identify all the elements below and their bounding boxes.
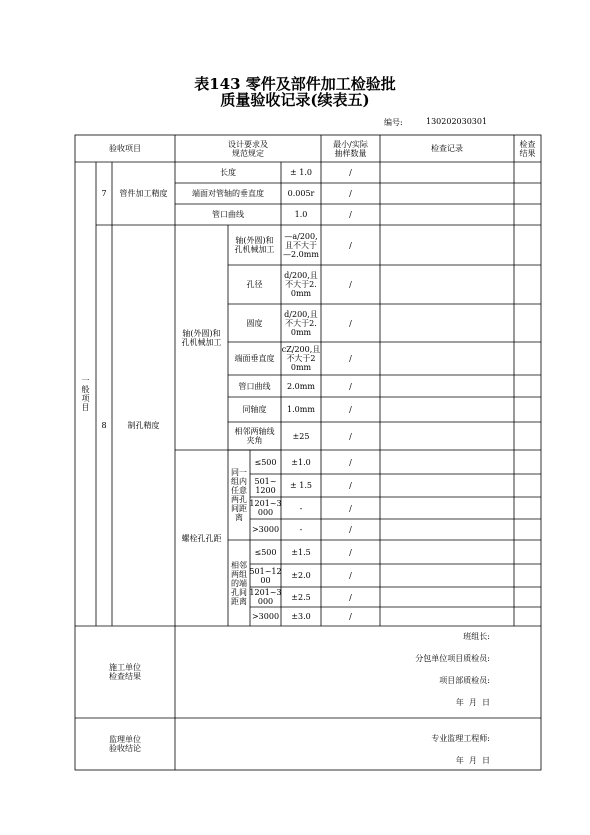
group1-row-label: 同轴度: [242, 405, 267, 414]
sub2-label: 相邻 两组 的端 孔间 距离: [231, 560, 247, 606]
sub1-value: -: [299, 525, 303, 534]
item7-row-sample: /: [349, 168, 352, 177]
item7-row-value: ± 1.0: [290, 168, 312, 177]
header-result: 检查 结果: [519, 139, 536, 158]
team-leader-label: 班组长:: [463, 631, 490, 641]
group1-row-label: 管口曲线: [238, 381, 271, 391]
header-record: 检查记录: [431, 144, 463, 153]
item7-row-label: 端面对管轴的垂直度: [192, 189, 264, 198]
group1-row-label: 相邻两轴线 夹角: [234, 427, 275, 445]
group1-row-value: d/200,且 不大于2. 0mm: [284, 271, 318, 298]
page-subtitle: 质量验收记录(续表五): [220, 91, 370, 109]
sub2-range: 1201~3 000: [249, 588, 282, 606]
sub1-label: 同一 组内 任意 两孔 间距 离: [231, 468, 247, 522]
general-item-label: 一 般 项 目: [81, 376, 90, 412]
item8-group1: 轴(外圆)和 孔机械加工: [181, 328, 222, 347]
item7-row-sample: /: [349, 189, 352, 198]
group1-row-value: 2.0mm: [287, 381, 315, 391]
sub1-value: ±1.0: [291, 457, 311, 467]
sub2-range: >3000: [251, 612, 280, 621]
item8-group2: 螺栓孔孔距: [181, 533, 222, 543]
sub-inspector-label: 分包单位项目质检员:: [415, 653, 490, 663]
group1-row-value: cZ/200,且 不大于2 0mm: [281, 345, 321, 372]
code-label: 编号:: [384, 118, 403, 127]
header-item: 验收项目: [109, 144, 141, 153]
header-design: 设计要求及 规范规定: [228, 139, 268, 158]
sub1-sample: /: [349, 481, 352, 490]
sub2-range: ≤500: [254, 547, 277, 557]
group1-row-sample: /: [349, 431, 352, 441]
item7-row-label: 长度: [220, 168, 236, 177]
sub2-value: ±2.0: [291, 571, 311, 580]
construction-date: 年 月 日: [455, 697, 490, 707]
sub1-range: ≤500: [254, 457, 277, 467]
header-sample: 最小/实际 抽样数量: [333, 139, 368, 158]
sub2-range: 501~12 00: [249, 566, 282, 585]
group1-row-sample: /: [349, 280, 352, 289]
group1-row-value: d/200,且 不大于2. 0mm: [284, 309, 318, 337]
group1-row-label: 端面垂直度: [234, 354, 275, 363]
group1-row-label: 圆度: [246, 318, 263, 328]
item7-row-value: 1.0: [294, 210, 308, 219]
engineer-label: 专业监理工程师:: [431, 733, 490, 743]
sub2-value: ±1.5: [291, 547, 311, 557]
dept-inspector-label: 项目部质检员:: [439, 675, 490, 685]
group1-row-label: 轴(外圆)和 孔机械加工: [234, 236, 275, 254]
code-value: 130202030301: [426, 117, 488, 126]
item8-name: 制孔精度: [127, 421, 160, 430]
sub2-sample: /: [349, 547, 352, 557]
sub2-sample: /: [349, 612, 352, 621]
group1-row-value: 1.0mm: [287, 405, 315, 414]
group1-row-label: 孔径: [246, 280, 263, 289]
construction-label: 施工单位 检查结果: [109, 663, 141, 681]
item7-no: 7: [101, 189, 107, 198]
group1-row-sample: /: [349, 240, 352, 250]
sub2-sample: /: [349, 592, 352, 602]
page-title: 表143 零件及部件加工检验批: [194, 75, 396, 93]
sub2-value: ±3.0: [291, 612, 311, 621]
group1-row-sample: /: [349, 405, 352, 414]
group1-row-sample: /: [349, 318, 352, 328]
item7-row-value: 0.005r: [287, 189, 315, 198]
item8-no: 8: [101, 421, 107, 430]
item7-row-label: 管口曲线: [212, 210, 244, 219]
supervision-date: 年 月 日: [455, 755, 490, 765]
sub1-range: >3000: [251, 525, 280, 534]
item7-name: 管件加工精度: [119, 189, 168, 198]
sub2-sample: /: [349, 571, 352, 580]
sub1-value: -: [299, 503, 303, 513]
item7-row-sample: /: [349, 210, 352, 219]
supervision-label: 监理单位 验收结论: [109, 735, 141, 753]
sub2-value: ±2.5: [291, 592, 311, 602]
sub1-sample: /: [349, 457, 352, 467]
sub1-range: 1201~3 000: [249, 499, 282, 517]
sub1-range: 501~ 1200: [254, 476, 277, 495]
group1-row-sample: /: [349, 354, 352, 363]
sub1-sample: /: [349, 503, 352, 513]
group1-row-value: ±25: [292, 431, 310, 441]
group1-row-sample: /: [349, 381, 352, 391]
sub1-sample: /: [349, 525, 352, 534]
group1-row-value: —a/200, 且不大于 —2.0mm: [283, 231, 319, 259]
sub1-value: ± 1.5: [290, 481, 312, 490]
